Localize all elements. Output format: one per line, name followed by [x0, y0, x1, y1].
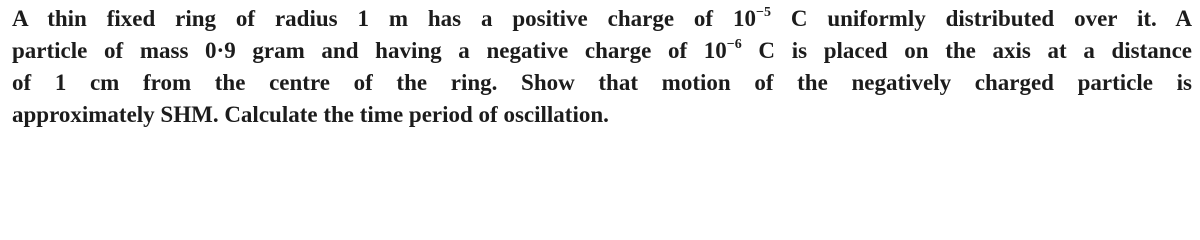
problem-line-4: [12, 99, 1192, 131]
problem-statement: [12, 3, 1192, 131]
problem-text-2: C uniformly distributed over it. A: [770, 6, 1192, 31]
problem-text-1: A thin fixed ring of radius 1 m has a positive charge of 10: [12, 6, 756, 31]
problem-line-1: [12, 3, 1192, 35]
problem-text-4: C is placed on the axis at a distance: [741, 38, 1192, 63]
problem-line-3: [12, 67, 1192, 99]
problem-text-5: of 1 cm from the centre of the ring. Show that motion of the negatively charged particle is: [12, 70, 1192, 95]
problem-line-2: [12, 35, 1192, 67]
problem-text-3: particle of mass 0·9 gram and having a negative charge of 10: [12, 38, 727, 63]
exponent-particle-charge: −6: [726, 37, 742, 52]
exponent-ring-charge: −5: [755, 5, 771, 20]
problem-text-6: approximately SHM. Calculate the time period of oscillation.: [12, 102, 609, 127]
